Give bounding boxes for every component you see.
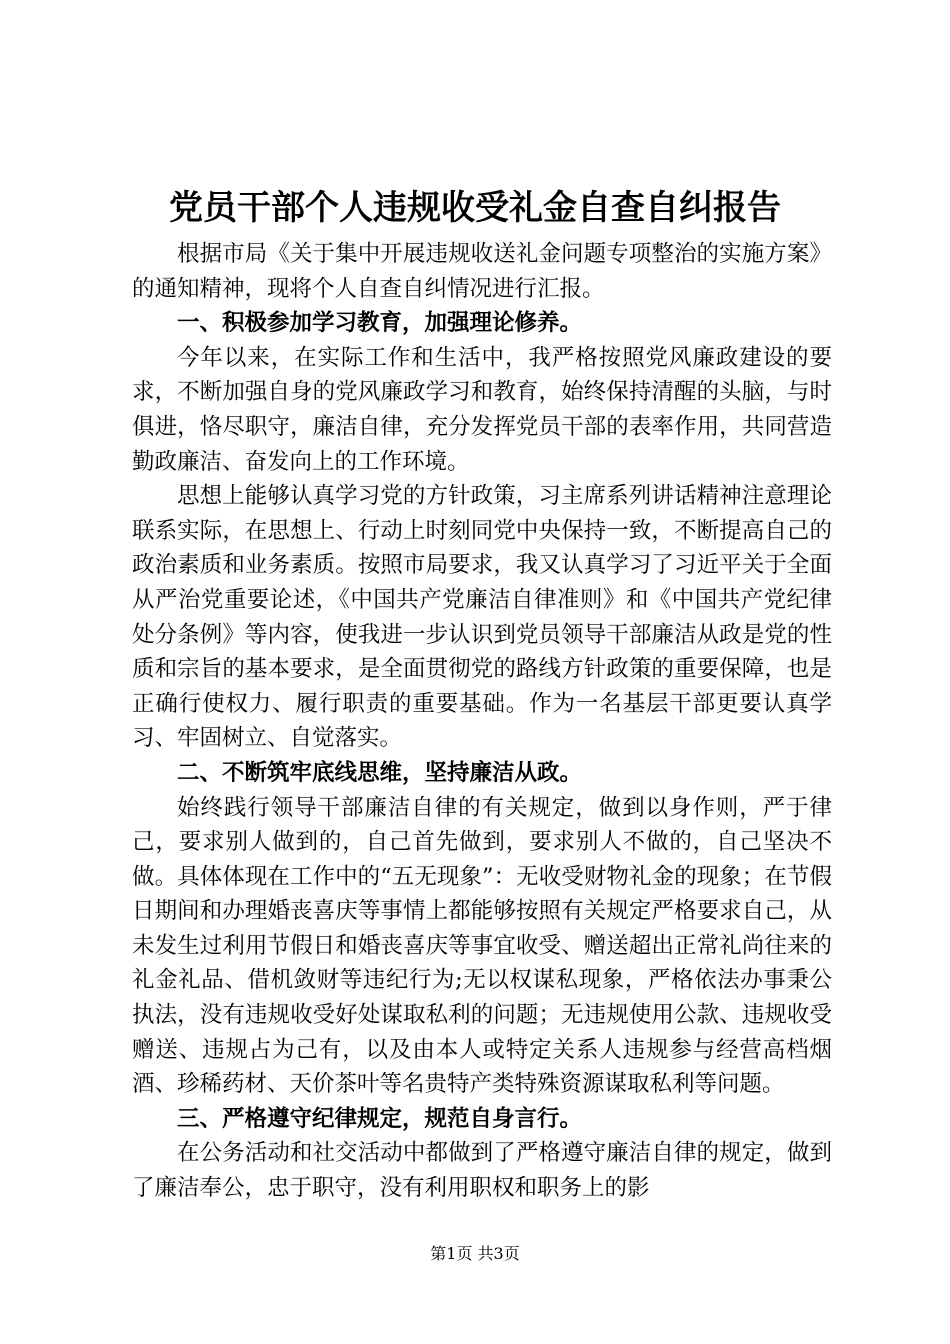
section-heading-3: 三、严格遵守纪律规定，规范自身言行。 (177, 1105, 583, 1132)
body-paragraph: 在公务活动和社交活动中都做到了严格遵守廉洁自律的规定，做到了廉洁奉公，忠于职守，没有利用职权和职务上的影 (132, 1140, 832, 1202)
body-paragraph: 始终践行领导干部廉洁自律的有关规定，做到以身作则，严于律己，要求别人做到的，自己首先做到，要求别人不做的，自己坚决不做。具体体现在工作中的“五无现象”：无收受财物礼金的现象；在节假日期间和办理婚丧喜庆等事情上都能够按照有关规定严格要求自己，从未发生过利用节假日和婚丧喜庆等事宜收受、赠送超出正常礼尚往来的礼金礼品、借机敛财等违纪行为;无以权谋私现象，严格依法办事秉公执法，没有违规收受好处谋取私利的问题；无违规使用公款、违规收受赠送、违规占为己有，以及由本人或特定关系人违规参与经营高档烟酒、珍稀药材、天价茶叶等名贵特产类特殊资源谋取私利等问题。 (132, 794, 832, 1098)
document-title: 党员干部个人违规收受礼金自查自纠报告 (169, 188, 781, 228)
page-footer: 第1页 共3页 (430, 1244, 520, 1263)
section-heading-2: 二、不断筑牢底线思维，坚持廉洁从政。 (177, 759, 583, 786)
intro-paragraph: 根据市局《关于集中开展违规收送礼金问题专项整治的实施方案》的通知精神，现将个人自查自纠情况进行汇报。 (132, 241, 832, 302)
body-paragraph: 思想上能够认真学习党的方针政策，习主席系列讲话精神注意理论联系实际，在思想上、行动上时刻同党中央保持一致，不断提高自己的政治素质和业务素质。按照市局要求，我又认真学习了习近平关于全面从严治党重要论述，《中国共产党廉洁自律准则》和《中国共产党纪律处分条例》等内容，使我进一步认识到党员领导干部廉洁从政是党的性质和宗旨的基本要求，是全面贯彻党的路线方针政策的重要保障，也是正确行使权力、履行职责的重要基础。作为一名基层干部更要认真学习、牢固树立、自觉落实。 (132, 483, 832, 752)
document-body (132, 237, 832, 1206)
section-heading-1: 一、积极参加学习教育，加强理论修养。 (177, 310, 583, 337)
body-paragraph: 今年以来，在实际工作和生活中，我严格按照党风廉政建设的要求，不断加强自身的党风廉政学习和教育，始终保持清醒的头脑，与时俱进，恪尽职守，廉洁自律，充分发挥党员干部的表率作用，共同营造勤政廉洁、奋发向上的工作环境。 (132, 344, 832, 475)
